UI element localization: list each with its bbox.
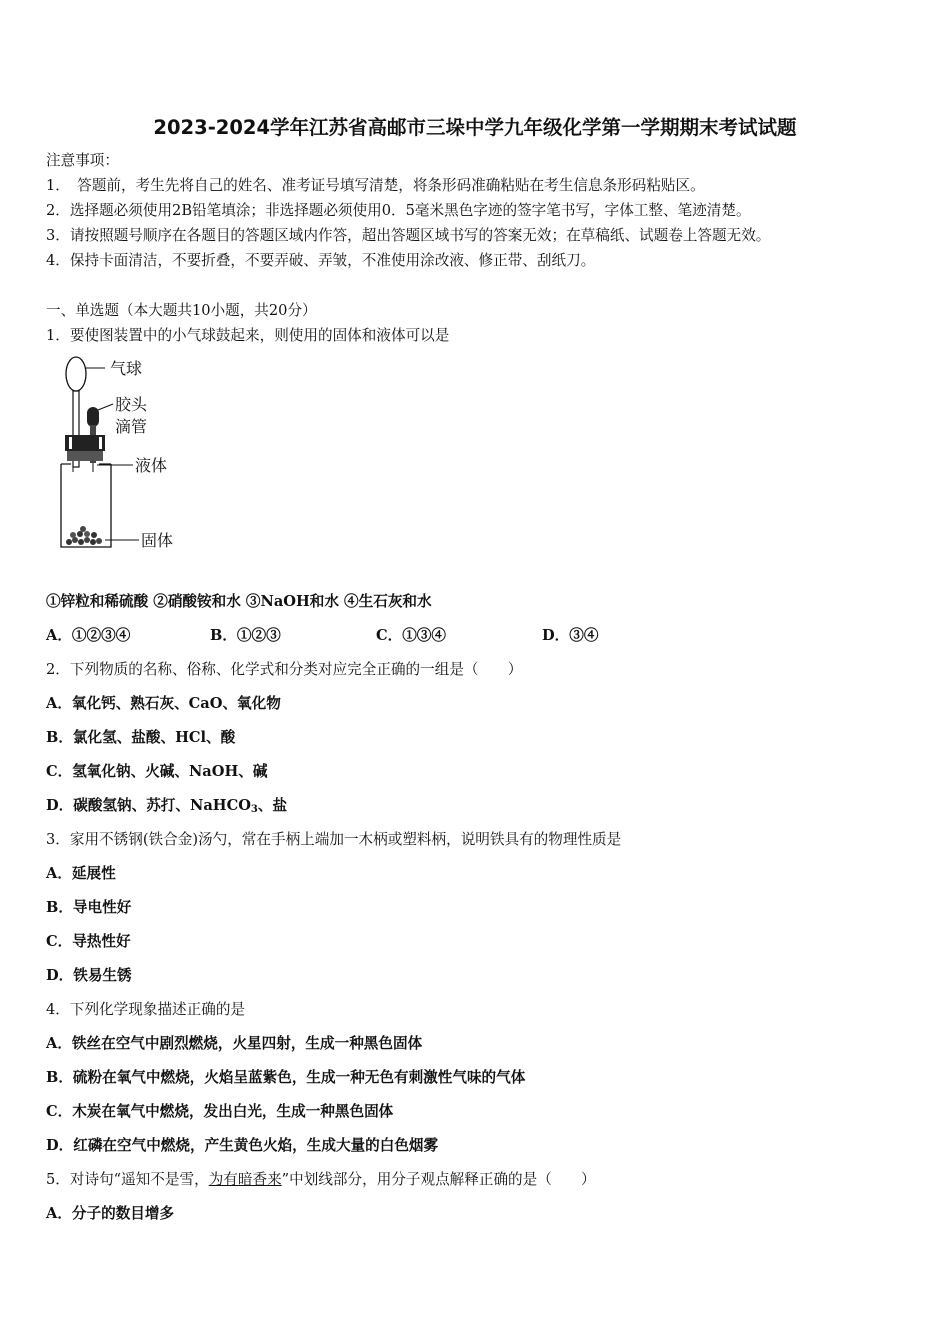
label-balloon: 气球 <box>110 359 143 378</box>
option-d: D．红磷在空气中燃烧，产生黄色火焰，生成大量的白色烟雾 <box>46 1137 439 1154</box>
question-1-stem: 1．要使图装置中的小气球鼓起来，则使用的固体和液体可以是 <box>46 327 450 344</box>
option-a: A．①②③④ <box>46 627 131 644</box>
option-d-suffix: 、盐 <box>257 797 288 814</box>
option-d: D．③④ <box>542 627 599 644</box>
option-b: B．①②③ <box>210 627 281 644</box>
notice-item: 3．请按照题号顺序在各题目的答题区域内作答，超出答题区域书写的答案无效；在草稿纸、试题卷上答题无效。 <box>46 227 771 244</box>
underlined-phrase: 为有暗香来 <box>208 1171 282 1188</box>
option-c: C．①③④ <box>376 627 446 644</box>
option-a: A．分子的数目增多 <box>46 1205 175 1222</box>
label-liquid: 液体 <box>135 456 168 475</box>
option-c: C．氢氧化钠、火碱、NaOH、碱 <box>46 763 268 780</box>
notice-item: 1． 答题前，考生先将自己的姓名、准考证号填写清楚，将条形码准确粘贴在考生信息条形码粘贴区。 <box>46 177 705 194</box>
apparatus-diagram <box>55 352 195 557</box>
question-1-choices: ①锌粒和稀硫酸 ②硝酸铵和水 ③NaOH和水 ④生石灰和水 <box>46 593 432 610</box>
notice-heading: 注意事项： <box>46 152 119 169</box>
section-heading: 一、单选题（本大题共10小题，共20分） <box>46 302 317 319</box>
option-b: B．氯化氢、盐酸、HCl、酸 <box>46 729 236 746</box>
subscript: 3 <box>250 804 258 815</box>
balloon-shape <box>66 357 86 391</box>
question-1-options <box>46 626 906 646</box>
option-b: B．导电性好 <box>46 899 132 916</box>
page-title: 2023-2024学年江苏省高邮市三垛中学九年级化学第一学期期末考试试题 <box>153 116 797 139</box>
option-d-prefix: D．碳酸氢钠、苏打、NaHCO <box>46 797 251 814</box>
notice-item: 4．保持卡面清洁，不要折叠，不要弄破、弄皱，不准使用涂改液、修正带、刮纸刀。 <box>46 252 596 269</box>
question-4-stem: 4．下列化学现象描述正确的是 <box>46 1001 246 1018</box>
question-3-stem: 3．家用不锈钢(铁合金)汤勺，常在手柄上端加一木柄或塑料柄，说明铁具有的物理性质是 <box>46 831 622 848</box>
label-solid: 固体 <box>141 531 174 550</box>
option-d: D．铁易生锈 <box>46 967 132 984</box>
question-5-stem <box>46 1170 596 1190</box>
stem-suffix: ”中划线部分，用分子观点解释正确的是（ ） <box>281 1171 596 1188</box>
label-dropper-2: 滴管 <box>115 417 148 436</box>
stem-prefix: 5．对诗句“遥知不是雪， <box>46 1171 209 1188</box>
option-a: A．氧化钙、熟石灰、CaO、氧化物 <box>46 695 281 712</box>
label-dropper-1: 胶头 <box>115 395 148 414</box>
notice-item: 2．选择题必须使用2B铅笔填涂；非选择题必须使用0．5毫米黑色字迹的签字笔书写，字体工整、笔迹清楚。 <box>46 202 751 219</box>
option-c: C．木炭在氧气中燃烧，发出白光，生成一种黑色固体 <box>46 1103 394 1120</box>
option-b: B．硫粉在氧气中燃烧，火焰呈蓝紫色，生成一种无色有刺激性气味的气体 <box>46 1069 526 1086</box>
dropper-bulb <box>87 407 99 427</box>
solid-granules <box>66 526 102 545</box>
option-c: C．导热性好 <box>46 933 131 950</box>
option-a: A．延展性 <box>46 865 116 882</box>
option-d <box>46 796 287 820</box>
question-2-stem: 2．下列物质的名称、俗称、化学式和分类对应完全正确的一组是（ ） <box>46 661 523 678</box>
option-a: A．铁丝在空气中剧烈燃烧，火星四射，生成一种黑色固体 <box>46 1035 423 1052</box>
